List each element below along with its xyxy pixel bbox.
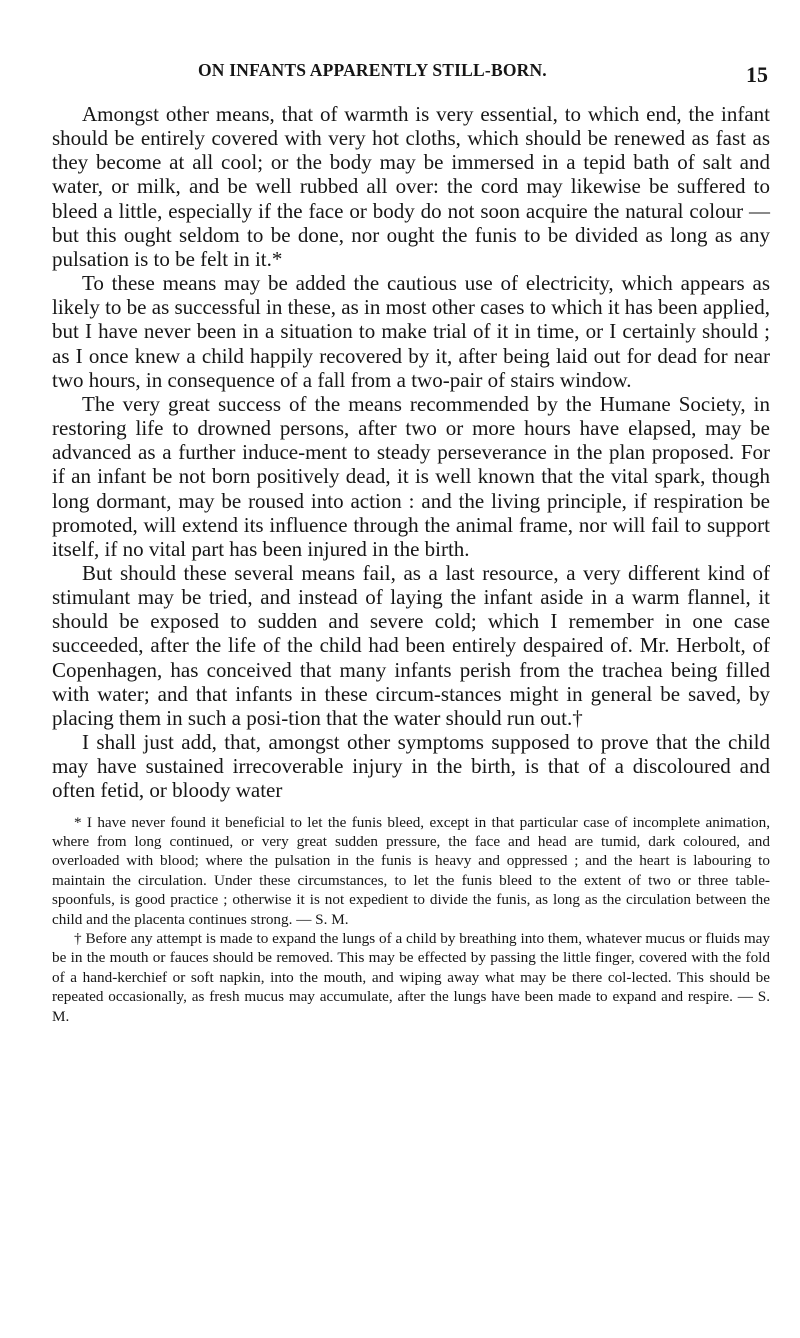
book-page [52,54,770,1026]
paragraph: I shall just add, that, amongst other symptoms supposed to prove that the child may have sustained irrecoverable injury in the birth, is that of a discoloured and often fetid, or bloody water [52,730,770,803]
footnote: † Before any attempt is made to expand the lungs of a child by breathing into them, whatever mucus or fluids may be in the mouth or fauces should be removed. This may be effected by passing the little finger, covered with the fold of a hand-kerchief or soft napkin, into the mouth, and wiping away what may be there col-lected. This should be repeated occasionally, as fresh mucus may accumulate, after the lungs have been made to expand and respire. — S. M. [52,929,770,1025]
paragraph: Amongst other means, that of warmth is very essential, to which end, the infant should be entirely covered with very hot cloths, which should be renewed as fast as they become at all cool; or the body may be immersed in a tepid bath of salt and water, or milk, and be well rubbed all over: the cord may likewise be suffered to bleed a little, especially if the face or body do not soon acquire the natural colour — but this ought seldom to be done, nor ought the funis to be divided as long as any pulsation is to be felt in it.* [52,102,770,271]
footnote: * I have never found it beneficial to let the funis bleed, except in that particular case of incomplete animation, where from long continued, or very great sudden pressure, the face and head are tumid, dark coloured, and overloaded with blood; where the pulsation in the funis is heavy and oppressed ; and the heart is labouring to maintain the circulation. Under these circumstances, to let the funis bleed to the extent of two or three table-spoonfuls, is good practice ; otherwise it is not expedient to divide the funis, as long as the circulation between the child and the placenta continues strong. — S. M. [52,813,770,928]
paragraph: To these means may be added the cautious use of electricity, which appears as likely to be as successful in these, as in most other cases to which it has been applied, but I have never been in a situation to make trial of it in time, or I certainly should ; as I once knew a child happily recovered by it, after being laid out for dead for near two hours, in consequence of a fall from a two-pair of stairs window. [52,271,770,392]
page-number: 15 [746,62,768,87]
paragraph: But should these several means fail, as a last resource, a very different kind of stimulant may be tried, and instead of laying the infant aside in a warm flannel, it should be exposed to sudden and severe cold; which I remember in one case succeeded, after the life of the child had been entirely despaired of. Mr. Herbolt, of Copenhagen, has conceived that many infants perish from the trachea being filled with water; and that infants in these circum-stances might in general be saved, by placing them in such a posi-tion that the water should run out.† [52,560,770,730]
body-text [52,102,770,803]
running-title: ON INFANTS APPARENTLY STILL-BORN. [198,60,547,80]
running-head [52,54,770,87]
paragraph: The very great success of the means recommended by the Humane Society, in restoring life to drowned persons, after two or more hours have elapsed, may be advanced as a further induce-ment to steady perseverance in the plan proposed. For if an infant be not born positively dead, it is well known that the vital spark, though long dormant, may be roused into action : and the living principle, if respiration be promoted, will extend its influence through the animal frame, nor will fail to support itself, if no vital part has been injured in the birth. [52,391,770,561]
footnotes [52,813,770,1026]
